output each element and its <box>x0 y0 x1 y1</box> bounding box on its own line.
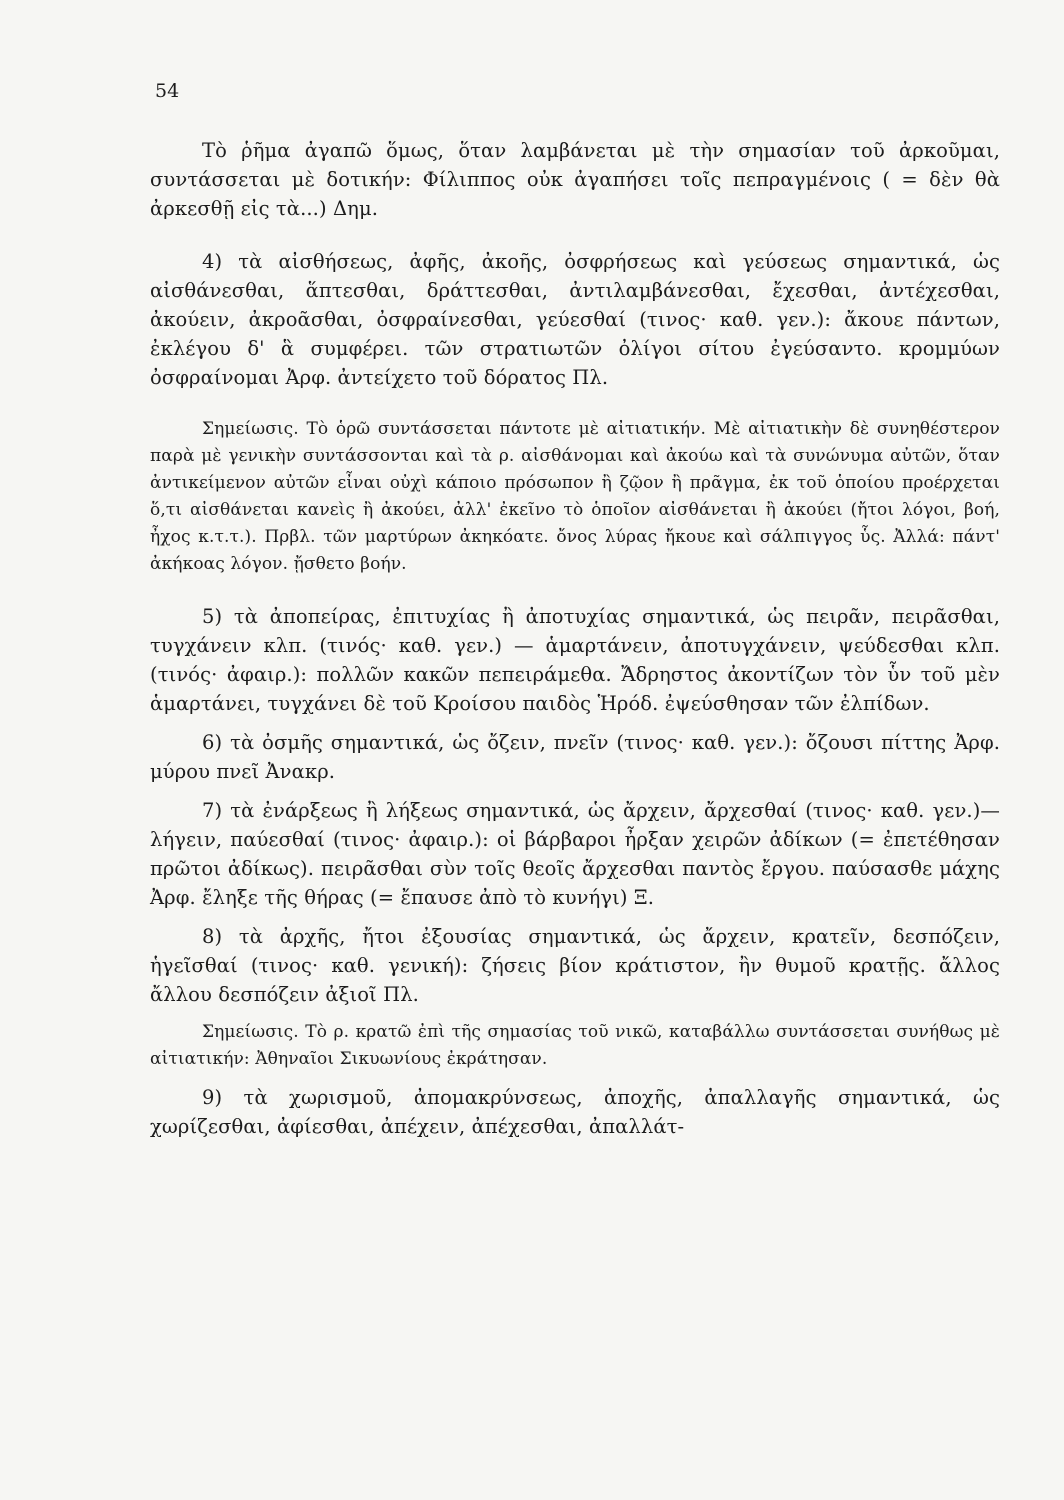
paragraph-8-rule: 8) τὰ ἀρχῆς, ἤτοι ἐξουσίας σημαντικά, ὡς ἄρχειν, κρατεῖν, δεσπόζειν, ἡγεῖσθαί (τινος· καθ. γενική): ζήσεις βίον κράτιστον, ἢν θυμοῦ κρατῇς. ἄλλος ἄλλου δεσπόζειν ἀξιοῖ Πλ. <box>150 925 1000 1006</box>
page-number: 54 <box>155 80 180 102</box>
paragraph-7-beginning: 7) τὰ ἐνάρξεως ἢ λήξεως σημαντικά, ὡς ἄρχειν, ἄρχεσθαί (τινος· καθ. γεν.)— λήγειν, παύεσθαί (τινος· ἀφαιρ.): οἱ βάρβαροι ἦρξαν χειρῶν ἀδίκων (= ἐπετέθησαν πρῶτοι ἀδίκως). πειρᾶσθαι σὺν τοῖς θεοῖς ἄρχεσθαι παντὸς ἔργου. παύσασθε μάχης Ἀρφ. ἔληξε τῆς θήρας (= ἔπαυσε ἀπὸ τὸ κυνήγι) Ξ. <box>150 799 1000 909</box>
paragraph-9-separation: 9) τὰ χωρισμοῦ, ἀπομακρύνσεως, ἀποχῆς, ἀπαλλαγῆς σημαντικά, ὡς χωρίζεσθαι, ἀφίεσθαι, ἀπέχειν, ἀπέχεσθαι, ἀπαλλάτ- <box>150 1086 1000 1138</box>
note-horo: Σημείωσις. Τὸ ὁρῶ συντάσσεται πάντοτε μὲ αἰτιατικήν. Μὲ αἰτιατικὴν δὲ συνηθέστερον παρὰ μὲ γενικὴν συντάσσονται καὶ τὰ ρ. αἰσθάνομαι καὶ ἀκούω καὶ τὰ συνώνυμα αὐτῶν, ὅταν ἀντικείμενον αὐτῶν εἶναι οὐχὶ κάποιο πρόσωπον ἢ ζῷον ἢ πρᾶγμα, ἐκ τοῦ ὁποίου προέρχεται ὅ,τι αἰσθάνεται κανεὶς ἢ ἀκούει, ἀλλ' ἐκεῖνο τὸ ὁποῖον αἰσθάνεται ἢ ἀκούει (ἤτοι λόγοι, βοή, ἦχος κ.τ.τ.). Πρβλ. τῶν μαρτύρων ἀκηκόατε. ὄνος λύρας ἤκουε καὶ σάλπιγγος ὗς. Ἀλλά: πάντ' ἀκήκοας λόγον. ᾔσθετο βοήν. <box>150 419 1000 574</box>
note-krato: Σημείωσις. Τὸ ρ. κρατῶ ἐπὶ τῆς σημασίας τοῦ νικῶ, καταβάλλω συντάσσεται συνήθως μὲ αἰτιατικήν: Ἀθηναῖοι Σικυωνίους ἐκράτησαν. <box>150 1022 1000 1069</box>
body-text <box>150 136 1000 1141</box>
paragraph-6-smell: 6) τὰ ὀσμῆς σημαντικά, ὡς ὄζειν, πνεῖν (τινος· καθ. γεν.): ὄζουσι πίττης Ἀρφ. μύρου πνεῖ Ἀνακρ. <box>150 731 1000 783</box>
paragraph-5-attempt: 5) τὰ ἀποπείρας, ἐπιτυχίας ἢ ἀποτυχίας σημαντικά, ὡς πειρᾶν, πειρᾶσθαι, τυγχάνειν κλπ. (τινός· καθ. γεν.) — ἁμαρτάνειν, ἀποτυγχάνειν, ψεύδεσθαι κλπ. (τινός· ἀφαιρ.): πολλῶν κακῶν πεπειράμεθα. Ἄδρηστος ἀκοντίζων τὸν ὗν τοῦ μὲν ἁμαρτάνει, τυγχάνει δὲ τοῦ Κροίσου παιδὸς Ἡρόδ. ἐψεύσθησαν τῶν ἐλπίδων. <box>150 605 1000 715</box>
paragraph-4-senses: 4) τὰ αἰσθήσεως, ἀφῆς, ἀκοῆς, ὀσφρήσεως καὶ γεύσεως σημαντικά, ὡς αἰσθάνεσθαι, ἅπτεσθαι, δράττεσθαι, ἀντιλαμβάνεσθαι, ἔχεσθαι, ἀντέχεσθαι, ἀκούειν, ἀκροᾶσθαι, ὀσφραίνεσθαι, γεύεσθαί (τινος· καθ. γεν.): ἄκουε πάντων, ἐκλέγου δ' ἃ συμφέρει. τῶν στρατιωτῶν ὀλίγοι σίτου ἐγεύσαντο. κρομμύων ὀσφραίνομαι Ἀρφ. ἀντείχετο τοῦ δόρατος Πλ. <box>150 250 1000 389</box>
paragraph-agapo: Τὸ ῥῆμα ἀγαπῶ ὅμως, ὅταν λαμβάνεται μὲ τὴν σημασίαν τοῦ ἀρκοῦμαι, συντάσσεται μὲ δοτικήν: Φίλιππος οὐκ ἀγαπήσει τοῖς πεπραγμένοις ( = δὲν θὰ ἀρκεσθῇ εἰς τὰ...) Δημ. <box>150 139 1000 220</box>
